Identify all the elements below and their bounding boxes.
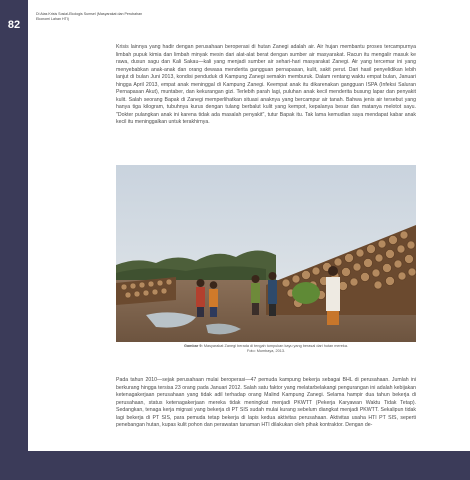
footer-band: [0, 451, 470, 480]
photo-credit: Foto: Mumbaya, 2013.: [247, 349, 285, 354]
photo-illustration: [116, 165, 416, 342]
paragraph-text: Krisis lainnya yang hadir dengan perusahaan beroperasi di hutan Zanegi adalah air. Air hujan membantu proses tercampurnya limbah pupuk kimia dan limbah minyak mesin dari alat-alat berat dengan sumber air masyarakat. Racun itu mengalir masuk ke rawa, dusun sagu dan Kali Sakau—kali yang menjadi sumber air sehari-hari masyarakat Zanegi. Air yang tercemar ini yang menyebabkan anak-anak dan orang dewasa menderita gangguan pernapasan, kulit, sakit perut. Dari hasil penyelidikan lebih lanjut di bulan Juni 2013, kondisi penduduk di Kampung Zanegi semakin memburuk. Dalam rentang waktu empat bulan, Januari hingga April 2013, empat anak meninggal di Kampung Zanegi. Keempat anak itu dikarenakan gangguan ISPA (Infeksi Saluran Pernapasan Akut), muntaber, dan kekurangan gizi. Terlebih parah lagi, puluhan anak kecil menderita busung lapar dan penyakit kulit. Salah seorang Bapak di Zanegi memperlihatkan situasi anaknya yang bercampur air tanah. Bahwa jenis air tersebut yang hanya tiga kilogram, tubuhnya kurus dengan tulang berbalut kulit yang kempot, kepalanya besar dan matanya melotot sayu. "Dokter pulangkan anak ini karena tidak ada masalah penyakit", tutur Bapak itu. Tak lama kemudian saya mendapat kabar anak kecil itu meninggalkan untuk terakhirnya.: [116, 44, 416, 126]
running-head: Di Atas Krisis Sosial-Ekologis Sumsel (Masyarakat dan Perubahan Ekonomi Lahan HTI): [36, 12, 143, 22]
caption-label: Gambar 9:: [183, 344, 203, 348]
photo-caption: [116, 344, 416, 355]
paragraph-text: Pada tahun 2010—sejak perusahaan mulai beroperasi—47 pemuda kampung bekerja sebagai BHL di perusahaan. Jumlah ini berkurang hingga tersisa 23 orang pada Januari 2012. Salah satu faktor yang melatarbelakangi pengurangan ini adalah kebijakan ketenagakerjaan perusahaan yang tidak adil terhadap orang Malind Kampung Zanegi. Selama hampir dua tahun bekerja di perusahaan, status ketenagakerjaan mereka tidak meningkat menjadi PKWTT (Pekerja Karyawan Waktu Tidak Tetap). Sedangkan, tenaga kerja migrasi yang bekerja di PT SIS sudah mulai kurang sebelum diangkat menjadi PKWTT. Sekalipun tidak lagi bekerja di PT SIS, para pemuda tetap bekerja di lapis kedua aktivitas perusahaan. Aktivitas usaha HTI PT SIS, seperti penebangan hutan, kupas kulit pohon dan perawatan tanaman HTI dilakukan oleh pihak kontraktor. Dengan de-: [116, 377, 416, 429]
body-paragraph-top: [116, 44, 416, 127]
body-paragraph-bottom: [116, 377, 416, 430]
caption-text: Masyarakat Zanegi berada di tengah tumpukan kayu yang berasal dari hutan mereka.: [203, 344, 348, 348]
page-number: 82: [0, 14, 28, 36]
page-margin-band: [0, 0, 28, 480]
photo-logs-villagers: [116, 165, 416, 342]
